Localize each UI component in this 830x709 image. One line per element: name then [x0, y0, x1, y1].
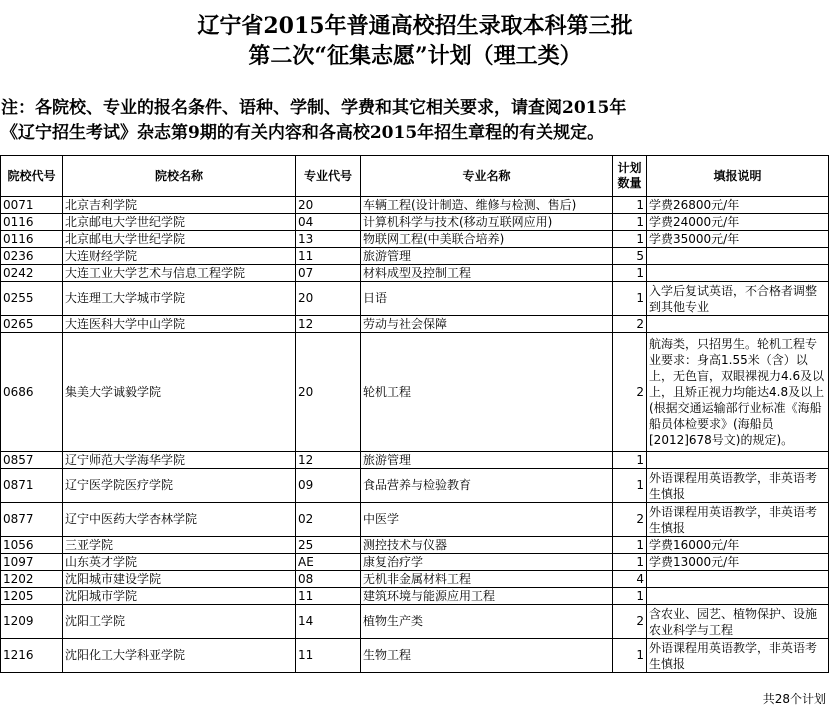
table-row	[1, 282, 829, 316]
note-line1: 注：各院校、专业的报名条件、语种、学制、学费和其它相关要求，请查阅2015年	[1, 98, 627, 118]
total-count: 共28个计划	[762, 692, 826, 706]
cell-quantity: 2	[613, 316, 647, 333]
cell-school-name: 大连医科大学中山学院	[63, 316, 296, 333]
cell-school-code: 1209	[1, 605, 63, 639]
cell-major-name: 旅游管理	[361, 452, 613, 469]
cell-note	[647, 316, 829, 333]
cell-quantity: 1	[613, 469, 647, 503]
cell-school-code: 0242	[1, 265, 63, 282]
cell-quantity: 1	[613, 588, 647, 605]
table-row	[1, 537, 829, 554]
cell-school-name: 沈阳城市建设学院	[63, 571, 296, 588]
cell-major-name: 无机非金属材料工程	[361, 571, 613, 588]
cell-school-name: 山东英才学院	[63, 554, 296, 571]
cell-quantity: 2	[613, 503, 647, 537]
cell-school-name: 辽宁师范大学海华学院	[63, 452, 296, 469]
table-row	[1, 503, 829, 537]
cell-note: 学费24000元/年	[647, 214, 829, 231]
table-row	[1, 605, 829, 639]
cell-school-name: 集美大学诚毅学院	[63, 333, 296, 452]
table-row	[1, 197, 829, 214]
cell-major-name: 康复治疗学	[361, 554, 613, 571]
col-header-school-name: 院校名称	[63, 156, 296, 197]
cell-school-code: 0116	[1, 214, 63, 231]
cell-major-name: 材料成型及控制工程	[361, 265, 613, 282]
cell-major-name: 生物工程	[361, 639, 613, 673]
cell-major-code: 12	[296, 452, 361, 469]
cell-school-code: 1205	[1, 588, 63, 605]
cell-school-code: 0857	[1, 452, 63, 469]
cell-school-name: 北京吉利学院	[63, 197, 296, 214]
table-row	[1, 571, 829, 588]
table-row	[1, 639, 829, 673]
cell-note	[647, 588, 829, 605]
col-header-school-code: 院校代号	[1, 156, 63, 197]
table-header-row	[1, 156, 829, 197]
table-row	[1, 316, 829, 333]
note-line2: 《辽宁招生考试》杂志第9期的有关内容和各高校2015年招生章程的有关规定。	[1, 123, 605, 143]
table-row	[1, 231, 829, 248]
cell-note: 学费35000元/年	[647, 231, 829, 248]
cell-note	[647, 265, 829, 282]
cell-major-code: 12	[296, 316, 361, 333]
cell-major-code: 02	[296, 503, 361, 537]
cell-school-code: 1202	[1, 571, 63, 588]
col-header-quantity: 计划数量	[613, 156, 647, 197]
cell-major-code: 11	[296, 639, 361, 673]
cell-quantity: 1	[613, 214, 647, 231]
cell-quantity: 1	[613, 554, 647, 571]
cell-school-name: 北京邮电大学世纪学院	[63, 231, 296, 248]
cell-school-code: 0255	[1, 282, 63, 316]
cell-quantity: 2	[613, 333, 647, 452]
cell-note: 学费13000元/年	[647, 554, 829, 571]
cell-note: 外语课程用英语教学，非英语考生慎报	[647, 469, 829, 503]
cell-school-name: 辽宁中医药大学杏林学院	[63, 503, 296, 537]
cell-school-name: 北京邮电大学世纪学院	[63, 214, 296, 231]
table-row	[1, 554, 829, 571]
cell-major-name: 轮机工程	[361, 333, 613, 452]
cell-note	[647, 571, 829, 588]
cell-major-code: 25	[296, 537, 361, 554]
cell-major-name: 植物生产类	[361, 605, 613, 639]
cell-major-name: 日语	[361, 282, 613, 316]
cell-school-name: 大连财经学院	[63, 248, 296, 265]
cell-school-code: 0877	[1, 503, 63, 537]
cell-note	[647, 452, 829, 469]
cell-major-code: 11	[296, 248, 361, 265]
cell-major-name: 劳动与社会保障	[361, 316, 613, 333]
cell-major-code: 20	[296, 333, 361, 452]
cell-quantity: 1	[613, 452, 647, 469]
cell-quantity: 1	[613, 282, 647, 316]
cell-major-code: 09	[296, 469, 361, 503]
cell-quantity: 1	[613, 265, 647, 282]
cell-note: 含农业、园艺、植物保护、设施农业科学与工程	[647, 605, 829, 639]
cell-note: 航海类，只招男生。轮机工程专业要求：身高1.55米（含）以上，无色盲，双眼裸视力4.6及以上，且矫正视力均能达4.8及以上(根据交通运输部行业标准《海船船员体检要求》(海船员[2012]678号文)的规定)。	[647, 333, 829, 452]
cell-quantity: 5	[613, 248, 647, 265]
cell-note: 学费26800元/年	[647, 197, 829, 214]
table-row	[1, 333, 829, 452]
cell-major-name: 中医学	[361, 503, 613, 537]
table-row	[1, 452, 829, 469]
table-row	[1, 469, 829, 503]
col-header-note: 填报说明	[647, 156, 829, 197]
table-row	[1, 214, 829, 231]
page-title-line1: 辽宁省2015年普通高校招生录取本科第三批	[197, 13, 633, 39]
cell-major-code: 20	[296, 197, 361, 214]
cell-school-code: 0686	[1, 333, 63, 452]
cell-school-code: 0116	[1, 231, 63, 248]
cell-school-code: 1056	[1, 537, 63, 554]
cell-school-code: 0071	[1, 197, 63, 214]
cell-quantity: 4	[613, 571, 647, 588]
cell-school-name: 沈阳城市学院	[63, 588, 296, 605]
cell-note: 外语课程用英语教学，非英语考生慎报	[647, 503, 829, 537]
cell-major-code: 08	[296, 571, 361, 588]
cell-major-code: AE	[296, 554, 361, 571]
col-header-major-name: 专业名称	[361, 156, 613, 197]
cell-major-code: 11	[296, 588, 361, 605]
cell-school-name: 辽宁医学院医疗学院	[63, 469, 296, 503]
cell-school-code: 1097	[1, 554, 63, 571]
plan-table	[0, 155, 829, 673]
table-body	[1, 197, 829, 673]
cell-major-code: 14	[296, 605, 361, 639]
cell-major-name: 计算机科学与技术(移动互联网应用)	[361, 214, 613, 231]
table-row	[1, 588, 829, 605]
cell-major-name: 建筑环境与能源应用工程	[361, 588, 613, 605]
cell-major-name: 车辆工程(设计制造、维修与检测、售后)	[361, 197, 613, 214]
cell-note: 入学后复试英语，不合格者调整到其他专业	[647, 282, 829, 316]
cell-major-name: 食品营养与检验教育	[361, 469, 613, 503]
page-title-line2: 第二次“征集志愿”计划（理工类）	[248, 43, 582, 69]
cell-school-name: 三亚学院	[63, 537, 296, 554]
table-row	[1, 248, 829, 265]
cell-major-code: 04	[296, 214, 361, 231]
cell-quantity: 1	[613, 197, 647, 214]
cell-school-code: 0236	[1, 248, 63, 265]
cell-note: 学费16000元/年	[647, 537, 829, 554]
cell-note	[647, 248, 829, 265]
cell-major-name: 测控技术与仪器	[361, 537, 613, 554]
col-header-major-code: 专业代号	[296, 156, 361, 197]
cell-note: 外语课程用英语教学，非英语考生慎报	[647, 639, 829, 673]
cell-school-name: 大连工业大学艺术与信息工程学院	[63, 265, 296, 282]
cell-school-code: 0265	[1, 316, 63, 333]
cell-major-name: 物联网工程(中美联合培养)	[361, 231, 613, 248]
cell-major-code: 07	[296, 265, 361, 282]
table-row	[1, 265, 829, 282]
cell-major-code: 13	[296, 231, 361, 248]
cell-school-name: 大连理工大学城市学院	[63, 282, 296, 316]
cell-major-name: 旅游管理	[361, 248, 613, 265]
cell-school-name: 沈阳工学院	[63, 605, 296, 639]
cell-quantity: 1	[613, 537, 647, 554]
cell-quantity: 2	[613, 605, 647, 639]
cell-school-code: 0871	[1, 469, 63, 503]
cell-school-code: 1216	[1, 639, 63, 673]
cell-major-code: 20	[296, 282, 361, 316]
cell-quantity: 1	[613, 231, 647, 248]
cell-quantity: 1	[613, 639, 647, 673]
cell-school-name: 沈阳化工大学科亚学院	[63, 639, 296, 673]
